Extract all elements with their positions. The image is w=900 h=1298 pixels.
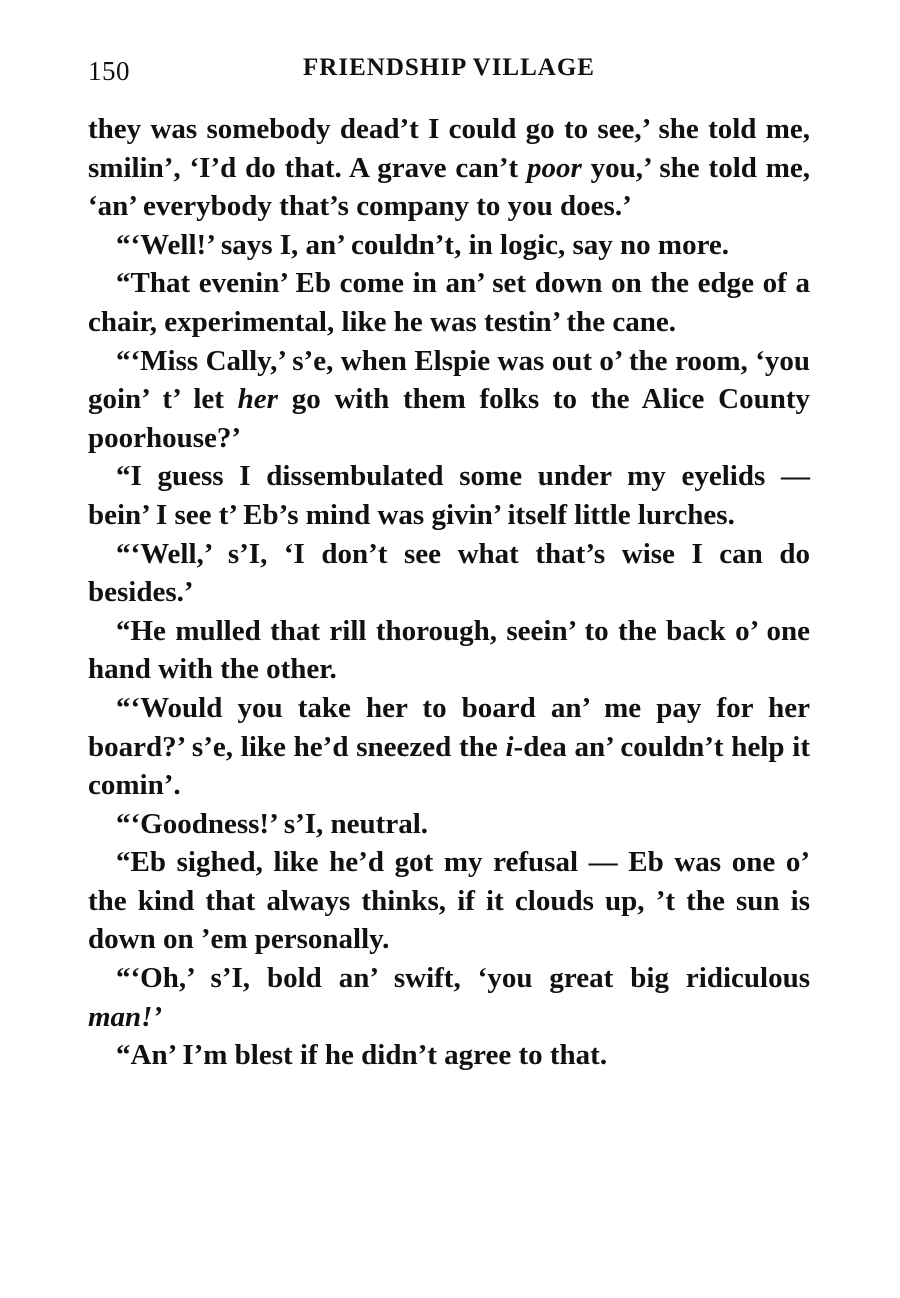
- text-run: “‘Miss Cally,’ s’e, when Elspie was out o’ the room, ‘you goin’ t’ let: [88, 344, 810, 416]
- text-run: “‘Would you take her to board an’ me pay for her board?’ s’e, like he’d sneezed the: [88, 691, 810, 763]
- text-run: “That evenin’ Eb come in an’ set down on the edge of a chair, experimental, like he was testin’ the cane.: [88, 267, 810, 338]
- paragraph: [88, 226, 810, 265]
- italic-text: man!’: [88, 1000, 163, 1033]
- text-run: “Eb sighed, like he’d got my refusal — Eb was one o’ the kind that always thinks, if it clouds up, ’t the sun is down on ’em personally.: [88, 846, 810, 956]
- italic-text: her: [237, 383, 278, 416]
- text-run: go with them folks to the Alice County poorhouse?’: [88, 383, 810, 454]
- text-run: “‘Goodness!’ s’I, neutral.: [116, 807, 429, 840]
- paragraph: [88, 535, 810, 612]
- text-run: -dea an’ couldn’t help it comin’.: [88, 730, 810, 802]
- text-run: “‘Oh,’ s’I, bold an’ swift, ‘you great big ridiculous: [116, 962, 810, 995]
- paragraph: [88, 264, 810, 341]
- running-title: FRIENDSHIP VILLAGE: [303, 54, 595, 81]
- text-run: “He mulled that rill thorough, seein’ to the back o’ one hand with the other.: [88, 614, 810, 686]
- text-run: “An’ I’m blest if he didn’t agree to that.: [116, 1039, 608, 1072]
- paragraph: [88, 1036, 810, 1075]
- paragraph: [88, 110, 810, 226]
- text-run: they was somebody dead’t I could go to see,’ she told me, smilin’, ‘I’d do that. A grave can’t: [88, 113, 810, 184]
- italic-text: poor: [527, 151, 582, 184]
- text-run: “‘Well,’ s’I, ‘I don’t see what that’s wise I can do besides.’: [88, 537, 810, 609]
- running-head: [88, 50, 810, 90]
- page-number: 150: [88, 56, 130, 86]
- paragraph: [88, 612, 810, 689]
- paragraph: [88, 342, 810, 458]
- book-page: [88, 50, 810, 1075]
- paragraph: [88, 805, 810, 844]
- text-run: “‘Well!’ says I, an’ couldn’t, in logic, say no more.: [116, 228, 730, 261]
- paragraph: [88, 457, 810, 534]
- paragraph: [88, 843, 810, 959]
- paragraph: [88, 959, 810, 1036]
- text-run: “I guess I dissembulated some under my eyelids — bein’ I see t’ Eb’s mind was givin’ itself little lurches.: [88, 460, 810, 531]
- italic-text: i: [505, 730, 514, 763]
- paragraph: [88, 689, 810, 805]
- body-text: [88, 110, 810, 1075]
- text-run: you,’ she told me, ‘an’ everybody that’s company to you does.’: [88, 151, 811, 223]
